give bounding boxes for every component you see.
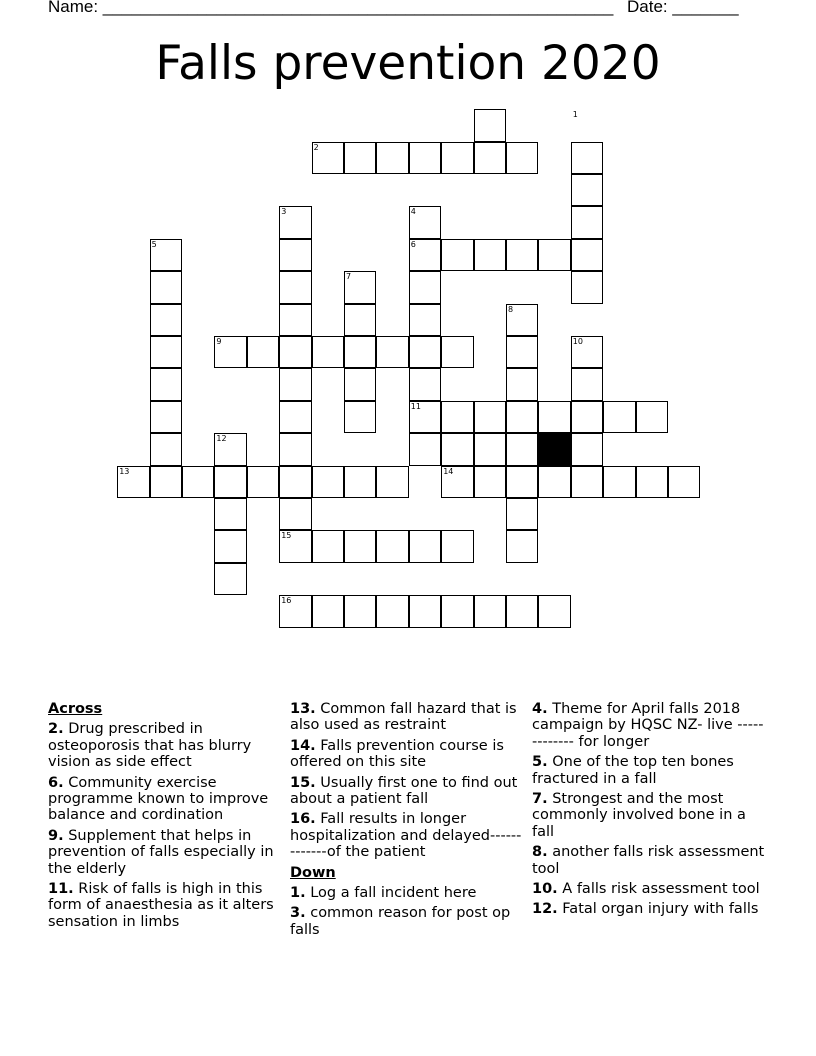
grid-cell[interactable] bbox=[474, 433, 506, 465]
grid-cell[interactable] bbox=[279, 239, 311, 271]
clue-item bbox=[48, 881, 284, 930]
grid-cell[interactable] bbox=[474, 595, 506, 627]
clue-number: 16. bbox=[290, 811, 316, 828]
clue-text: common reason for post op falls bbox=[290, 905, 511, 938]
across-heading: Across bbox=[48, 701, 103, 717]
clue-text: Community exercise programme known to improve balance and cordination bbox=[48, 774, 269, 824]
clue-item bbox=[290, 811, 522, 860]
grid-cell[interactable] bbox=[409, 595, 441, 627]
clues-column-3 bbox=[532, 701, 766, 922]
grid-cell[interactable] bbox=[214, 563, 246, 595]
down-heading: Down bbox=[290, 864, 336, 881]
grid-cell[interactable] bbox=[603, 401, 635, 433]
grid-cell[interactable] bbox=[474, 142, 506, 174]
grid-cell[interactable] bbox=[279, 433, 311, 465]
clue-text: Falls prevention course is offered on this site bbox=[290, 737, 504, 771]
grid-cell[interactable] bbox=[441, 530, 473, 562]
clue-number: 9. bbox=[48, 827, 64, 844]
grid-cell[interactable] bbox=[636, 401, 668, 433]
grid-cell[interactable] bbox=[279, 368, 311, 400]
grid-cell[interactable] bbox=[376, 595, 408, 627]
grid-cell[interactable] bbox=[214, 498, 246, 530]
grid-cell[interactable] bbox=[571, 174, 603, 206]
grid-cell[interactable] bbox=[409, 304, 441, 336]
grid-cell[interactable] bbox=[409, 433, 441, 465]
clue-number-label: 3 bbox=[281, 207, 287, 217]
grid-cell[interactable] bbox=[603, 466, 635, 498]
clue-item bbox=[532, 701, 766, 750]
clue-item bbox=[48, 828, 284, 877]
clue-number-label: 6 bbox=[410, 239, 416, 249]
clue-text: Theme for April falls 2018 campaign by HQSC NZ- live ------------- for longer bbox=[532, 701, 764, 750]
grid-cell[interactable] bbox=[312, 530, 344, 562]
clue-number-label: 12 bbox=[216, 434, 227, 444]
clue-text: Log a fall incident here bbox=[305, 885, 477, 902]
grid-cell[interactable] bbox=[571, 401, 603, 433]
grid-cell[interactable] bbox=[150, 336, 182, 368]
clue-item bbox=[48, 721, 284, 770]
clue-number: 4. bbox=[532, 701, 548, 717]
clues-column-1 bbox=[48, 701, 284, 934]
clue-number-label: 1 bbox=[572, 110, 578, 120]
clue-item bbox=[290, 885, 522, 901]
clue-text: Drug prescribed in osteoporosis that has blurry vision as side effect bbox=[48, 721, 252, 771]
grid-cell[interactable] bbox=[538, 401, 570, 433]
clue-number: 3. bbox=[290, 905, 306, 922]
grid-cell[interactable] bbox=[571, 271, 603, 303]
clue-item bbox=[532, 881, 766, 897]
grid-cell[interactable] bbox=[538, 239, 570, 271]
grid-cell[interactable] bbox=[344, 304, 376, 336]
black-cell bbox=[538, 433, 570, 465]
grid-cell[interactable] bbox=[441, 401, 473, 433]
clue-number: 1. bbox=[290, 885, 306, 902]
clue-number: 10. bbox=[532, 881, 558, 898]
grid-cell[interactable] bbox=[150, 433, 182, 465]
clue-number-label: 13 bbox=[119, 466, 130, 476]
clue-number: 6. bbox=[48, 774, 64, 791]
grid-cell[interactable] bbox=[150, 271, 182, 303]
page-title: Falls prevention 2020 bbox=[155, 36, 661, 91]
grid-cell[interactable] bbox=[150, 401, 182, 433]
clue-text: another falls risk assessment tool bbox=[532, 844, 765, 877]
grid-cell[interactable] bbox=[409, 368, 441, 400]
grid-cell[interactable] bbox=[506, 401, 538, 433]
grid-cell[interactable] bbox=[344, 530, 376, 562]
grid-cell[interactable] bbox=[474, 466, 506, 498]
grid-cell[interactable] bbox=[312, 336, 344, 368]
clue-text: Fatal organ injury with falls bbox=[557, 901, 759, 918]
grid-cell[interactable] bbox=[247, 466, 279, 498]
clue-number-label: 15 bbox=[281, 531, 292, 541]
grid-cell[interactable] bbox=[538, 595, 570, 627]
clue-item bbox=[532, 901, 766, 917]
clue-text: A falls risk assessment tool bbox=[557, 881, 760, 898]
grid-cell[interactable] bbox=[571, 433, 603, 465]
clue-item bbox=[532, 791, 766, 840]
grid-cell[interactable] bbox=[506, 336, 538, 368]
grid-cell[interactable] bbox=[474, 109, 506, 141]
clue-number-label: 14 bbox=[443, 466, 454, 476]
clue-number-label: 11 bbox=[410, 401, 421, 411]
grid-cell[interactable] bbox=[474, 239, 506, 271]
grid-cell[interactable] bbox=[344, 336, 376, 368]
grid-cell[interactable] bbox=[441, 595, 473, 627]
clue-number: 7. bbox=[532, 791, 548, 808]
date-field: Date: _______ bbox=[627, 0, 739, 16]
clue-number-label: 7 bbox=[346, 272, 352, 282]
grid-cell[interactable] bbox=[571, 239, 603, 271]
clue-item bbox=[532, 844, 766, 877]
grid-cell[interactable] bbox=[279, 401, 311, 433]
grid-cell[interactable] bbox=[279, 271, 311, 303]
clues-column-2 bbox=[290, 701, 522, 942]
clue-number: 8. bbox=[532, 844, 548, 861]
grid-cell[interactable] bbox=[312, 595, 344, 627]
grid-cell[interactable] bbox=[409, 142, 441, 174]
grid-cell[interactable] bbox=[441, 336, 473, 368]
grid-cell[interactable] bbox=[344, 466, 376, 498]
grid-cell[interactable] bbox=[150, 368, 182, 400]
grid-cell[interactable] bbox=[150, 466, 182, 498]
grid-cell[interactable] bbox=[409, 271, 441, 303]
grid-cell[interactable] bbox=[571, 206, 603, 238]
grid-cell[interactable] bbox=[506, 466, 538, 498]
grid-cell[interactable] bbox=[441, 239, 473, 271]
grid-cell[interactable] bbox=[376, 466, 408, 498]
grid-cell[interactable] bbox=[668, 466, 700, 498]
grid-cell[interactable] bbox=[409, 336, 441, 368]
grid-cell[interactable] bbox=[344, 401, 376, 433]
grid-cell[interactable] bbox=[247, 336, 279, 368]
clue-number: 2. bbox=[48, 721, 64, 738]
clue-item bbox=[290, 701, 522, 734]
grid-cell[interactable] bbox=[506, 498, 538, 530]
grid-cell[interactable] bbox=[441, 433, 473, 465]
grid-cell[interactable] bbox=[344, 595, 376, 627]
grid-cell[interactable] bbox=[571, 142, 603, 174]
grid-cell[interactable] bbox=[538, 466, 570, 498]
grid-cell[interactable] bbox=[571, 368, 603, 400]
grid-cell[interactable] bbox=[344, 368, 376, 400]
grid-cell[interactable] bbox=[506, 433, 538, 465]
clue-number: 13. bbox=[290, 701, 316, 717]
grid-cell[interactable] bbox=[214, 466, 246, 498]
grid-cell[interactable] bbox=[636, 466, 668, 498]
clue-text: Supplement that helps in prevention of falls especially in the elderly bbox=[48, 827, 274, 877]
clue-item bbox=[290, 738, 522, 771]
grid-cell[interactable] bbox=[344, 142, 376, 174]
grid-cell[interactable] bbox=[279, 498, 311, 530]
clue-number-label: 8 bbox=[508, 304, 514, 314]
clue-number-label: 5 bbox=[151, 239, 157, 249]
clue-number-label: 10 bbox=[572, 337, 583, 346]
clue-item bbox=[290, 775, 522, 808]
grid-cell[interactable] bbox=[571, 466, 603, 498]
grid-cell[interactable] bbox=[279, 466, 311, 498]
grid-cell[interactable] bbox=[376, 530, 408, 562]
clue-number: 11. bbox=[48, 881, 74, 898]
clue-text: Usually first one to find out about a patient fall bbox=[290, 774, 518, 808]
grid-cell[interactable] bbox=[376, 336, 408, 368]
clue-item bbox=[48, 775, 284, 824]
clue-number: 5. bbox=[532, 754, 548, 771]
clue-text: Common fall hazard that is also used as restraint bbox=[290, 701, 517, 734]
grid-cell[interactable] bbox=[506, 530, 538, 562]
clue-number-label: 2 bbox=[313, 142, 319, 152]
grid-cell[interactable] bbox=[182, 466, 214, 498]
grid-cell[interactable] bbox=[279, 336, 311, 368]
clue-item bbox=[532, 754, 766, 787]
grid-cell[interactable] bbox=[376, 142, 408, 174]
clue-text: Fall results in longer hospitalization and delayed-------------of the patient bbox=[290, 811, 522, 861]
grid-cell[interactable] bbox=[409, 530, 441, 562]
grid-cell[interactable] bbox=[506, 142, 538, 174]
clue-number: 15. bbox=[290, 774, 316, 791]
grid-cell[interactable] bbox=[506, 595, 538, 627]
grid-cell[interactable] bbox=[312, 466, 344, 498]
clue-text: Risk of falls is high in this form of anaesthesia as it alters sensation in limbs bbox=[48, 881, 274, 930]
grid-cell[interactable] bbox=[214, 530, 246, 562]
grid-cell[interactable] bbox=[279, 304, 311, 336]
grid-cell[interactable] bbox=[474, 401, 506, 433]
clue-number: 12. bbox=[532, 901, 558, 918]
name-field: Name: ______________________________________________________ bbox=[48, 0, 614, 16]
grid-cell[interactable] bbox=[506, 368, 538, 400]
clue-number-label: 4 bbox=[410, 207, 416, 217]
clue-text: Strongest and the most commonly involved bone in a fall bbox=[532, 791, 746, 840]
grid-cell[interactable] bbox=[441, 142, 473, 174]
clue-item bbox=[290, 905, 522, 938]
clue-text: One of the top ten bones fractured in a fall bbox=[532, 754, 734, 787]
grid-cell[interactable] bbox=[150, 304, 182, 336]
clue-number-label: 16 bbox=[281, 596, 292, 606]
grid-cell[interactable] bbox=[506, 239, 538, 271]
clue-number: 14. bbox=[290, 737, 316, 754]
clue-number-label: 9 bbox=[216, 337, 222, 346]
